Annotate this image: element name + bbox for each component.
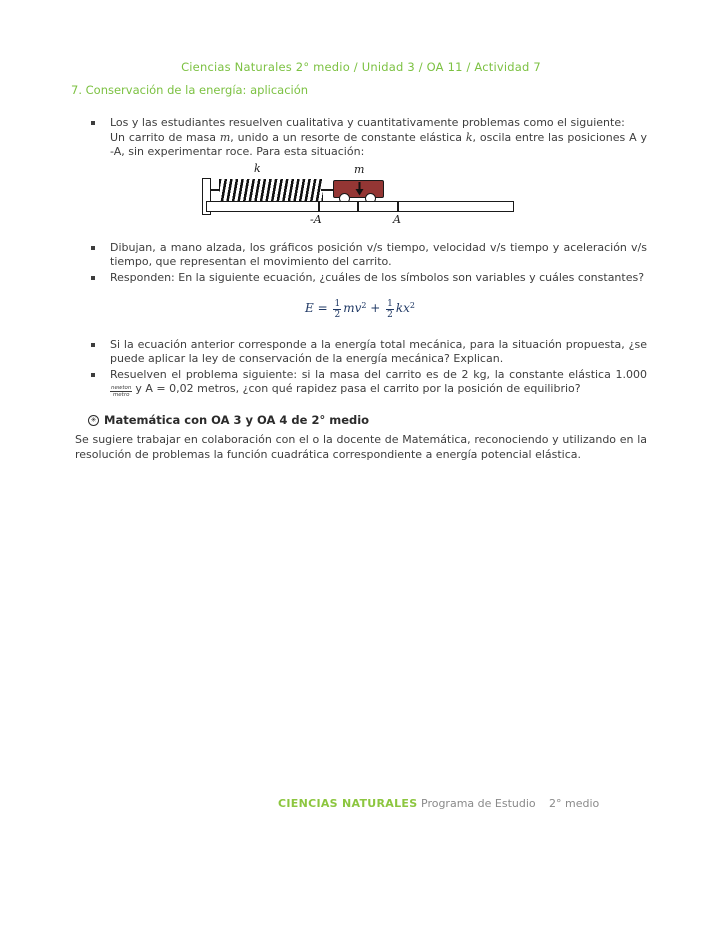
tick-center <box>357 201 359 212</box>
tick-negative-A <box>318 201 320 212</box>
tick-positive-A <box>397 201 399 212</box>
bullet1-intro: Los y las estudiantes resuelven cualitativa y cuantitativamente problemas como el siguiente: <box>110 116 625 129</box>
eq-frac2-num: 1 <box>387 298 393 309</box>
eq-lhs: E <box>305 300 314 315</box>
bullet-marker <box>91 373 95 377</box>
track <box>206 201 514 212</box>
eq-term2-exponent: 2 <box>409 300 416 310</box>
unit-denominator: metro <box>112 392 130 399</box>
cart-mass-label: m <box>354 162 365 176</box>
spring-constant-label: k <box>254 161 261 175</box>
position-negative-A-label: -A <box>310 212 322 226</box>
bullet1-seg3: , oscila entre las posiciones A y -A, sin experimentar roce. Para esta situación: <box>110 130 647 159</box>
eq-frac-half-2 <box>386 300 394 320</box>
page-content <box>71 60 647 462</box>
bullet-marker <box>91 246 95 250</box>
bullet5-seg1: Resuelven el problema siguiente: si la masa del carrito es de 2 kg, la constante elástica 1.000 <box>110 367 647 381</box>
interdisciplinary-link-icon: ✳ <box>88 415 99 426</box>
bullet2-text: Dibujan, a mano alzada, los gráficos posición v/s tiempo, velocidad v/s tiempo y aceleración v/s tiempo, que representan el movimiento del carrito. <box>110 240 647 269</box>
bullet-item-equation-question <box>75 271 647 320</box>
section-heading: 7. Conservación de la energía: aplicación <box>71 83 309 97</box>
bullet3-text: Responden: En la siguiente ecuación, ¿cuáles de los símbolos son variables y cuáles constantes? <box>110 270 645 284</box>
eq-term1: mv <box>343 300 362 315</box>
position-A-label: A <box>393 212 401 226</box>
eq-frac2-den: 2 <box>387 309 393 320</box>
eq-term2: kx <box>395 300 410 315</box>
bullet1-seg2: , unido a un resorte de constante elástica <box>230 130 466 144</box>
math-link-title-text: Matemática con OA 3 y OA 4 de 2° medio <box>104 413 370 428</box>
bullet-item-graphs <box>75 241 647 270</box>
mechanical-energy-equation <box>305 299 647 320</box>
bullet4-text: Si la ecuación anterior corresponde a la energía total mecánica, para la situación propuesta, ¿se puede aplicar la ley de conservación de la energía mecánica? Explican. <box>110 337 647 366</box>
spring <box>219 179 323 202</box>
footer-program: Programa de Estudio <box>421 797 536 810</box>
spring-cart-diagram <box>202 161 516 232</box>
newton-per-metre-fraction <box>110 385 132 398</box>
math-link-paragraph: Se sugiere trabajar en colaboración con el o la docente de Matemática, reconociendo y utilizando en la resolución de problemas la función cuadrática correspondiente a energía potencial elástica. <box>75 433 647 461</box>
unit-numerator: newton <box>111 385 132 392</box>
footer-brand: CIENCIAS NATURALES <box>278 797 418 810</box>
bullet-item-problem-statement <box>75 116 647 232</box>
bullet-item-numeric-problem <box>75 368 647 399</box>
bullet-marker <box>91 276 95 280</box>
bullet-item-conservation-question <box>75 338 647 367</box>
eq-plus: + <box>366 300 385 315</box>
mass-variable: m <box>219 130 231 144</box>
spring-constant-variable: k <box>465 130 473 144</box>
eq-term1-exponent: 2 <box>361 300 367 310</box>
eq-frac1-den: 2 <box>334 309 341 320</box>
eq-frac-half-1 <box>333 300 341 320</box>
down-arrow-icon <box>355 182 364 196</box>
footer-grade: 2° medio <box>549 797 600 810</box>
eq-equals: = <box>313 300 332 315</box>
breadcrumb: Ciencias Naturales 2° medio / Unidad 3 / OA 11 / Actividad 7 <box>181 60 541 74</box>
bullet-marker <box>91 343 95 347</box>
bullet5-seg2: y A = 0,02 metros, ¿con qué rapidez pasa el carrito por la posición de equilibrio? <box>135 382 581 396</box>
eq-frac1-num: 1 <box>334 298 341 309</box>
activity-bullet-list <box>75 116 647 398</box>
math-link-heading <box>88 413 647 427</box>
bullet-marker <box>91 121 95 125</box>
bullet1-seg1: Un carrito de masa <box>110 130 220 144</box>
